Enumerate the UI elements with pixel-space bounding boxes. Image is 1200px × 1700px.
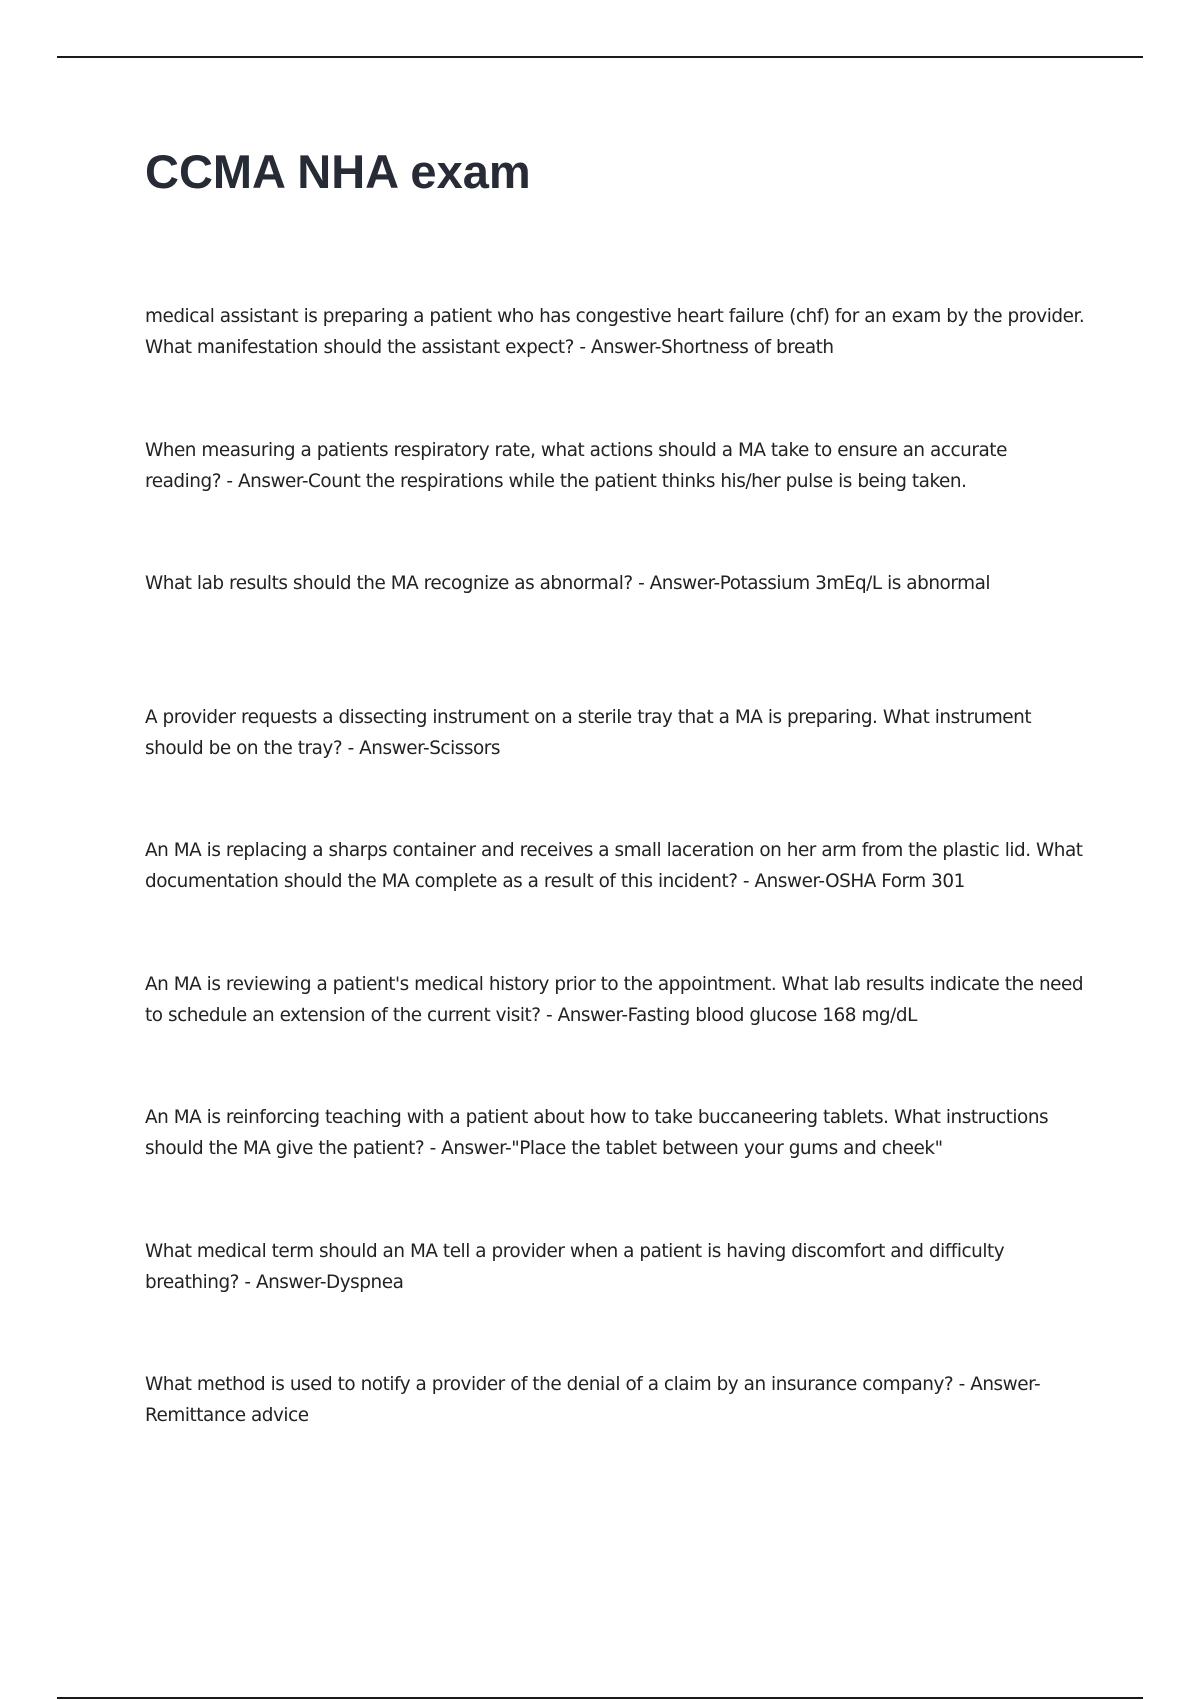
qa-item: When measuring a patients respiratory rate, what actions should a MA take to ensure an accurate reading? - Answer-Count the respirations while the patient thinks his/her pulse is being taken. xyxy=(145,439,1007,492)
qa-item: An MA is reinforcing teaching with a patient about how to take buccaneering tablets. What instructions should the MA give the patient? - Answer-"Place the tablet between your gums and cheek" xyxy=(145,1107,1049,1159)
qa-item: medical assistant is preparing a patient who has congestive heart failure (chf) for an exam by the provider. What manifestation should the assistant expect? - Answer-Shortness of breath xyxy=(145,306,1085,358)
qa-item: What method is used to notify a provider of the denial of a claim by an insurance company? - Answer-Remittance advice xyxy=(145,1374,1041,1426)
page-title: CCMA NHA exam xyxy=(145,145,531,198)
qa-item: A provider requests a dissecting instrument on a sterile tray that a MA is preparing. What instrument should be on the tray? - Answer-Scissors xyxy=(145,706,1032,759)
top-rule xyxy=(57,56,1143,58)
qa-item: What lab results should the MA recognize as abnormal? - Answer-Potassium 3mEq/L is abnormal xyxy=(145,573,991,594)
qa-list xyxy=(145,301,1085,1503)
bottom-rule xyxy=(57,1697,1143,1699)
qa-item: An MA is reviewing a patient's medical history prior to the appointment. What lab results indicate the need to schedule an extension of the current visit? - Answer-Fasting blood glucose 168 mg/dL xyxy=(145,973,1084,1026)
qa-item: What medical term should an MA tell a provider when a patient is having discomfort and difficulty breathing? - Answer-Dyspnea xyxy=(145,1240,1005,1293)
qa-item: An MA is replacing a sharps container and receives a small laceration on her arm from the plastic lid. What documentation should the MA complete as a result of this incident? - Answer-OSHA Form 301 xyxy=(145,840,1083,892)
